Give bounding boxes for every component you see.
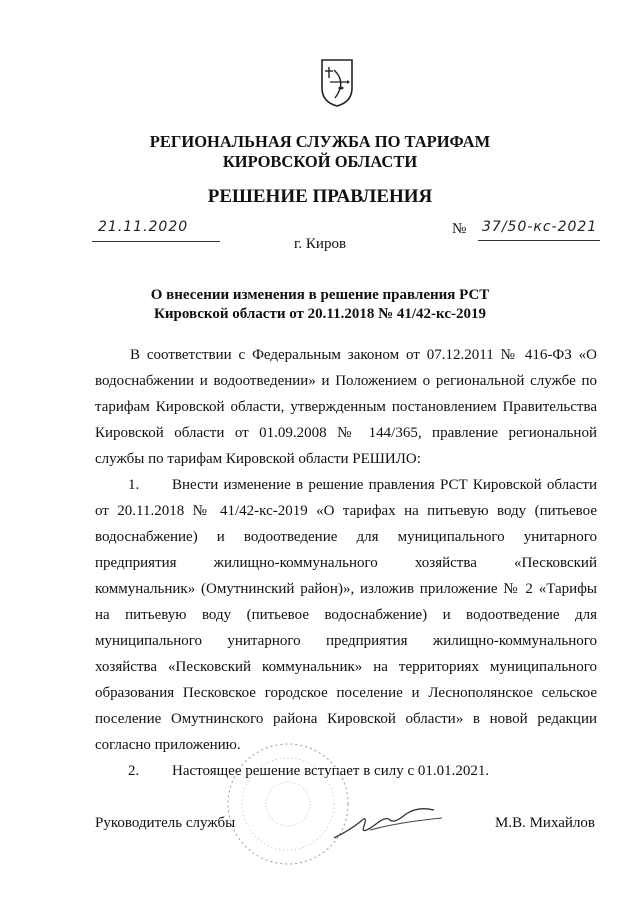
kirov-coat-of-arms-icon <box>320 58 354 108</box>
handwritten-number: 37/50-кс-2021 <box>482 219 598 235</box>
item-line: водоснабжение) и водоотведение для муниципального унитарного <box>95 529 597 545</box>
item-line: на питьевую воду (питьевое водоснабжение) и водоотведение для <box>95 607 597 623</box>
document-title: РЕШЕНИЕ ПРАВЛЕНИЯ <box>207 186 433 207</box>
item-line: муниципального унитарного предприятия жилищно-коммунального <box>95 633 597 649</box>
item-number: 2. <box>128 763 140 779</box>
signatory-position: Руководитель службы <box>95 815 236 831</box>
item-line: хозяйства «Песковский коммунальник» на территориях муниципального <box>95 659 597 675</box>
subject-line1: О внесении изменения в решение правления РСТ <box>150 287 490 303</box>
subject-line2: Кировской области от 20.11.2018 № 41/42-кс-2019 <box>154 306 486 322</box>
item-line: от 20.11.2018 № 41/42-кс-2019 «О тарифах на питьевую воду (питьевое <box>95 503 597 519</box>
preamble-line: В соответствии с Федеральным законом от 07.12.2011 № 416-ФЗ «О <box>130 347 597 363</box>
organization-name-line1: РЕГИОНАЛЬНАЯ СЛУЖБА ПО ТАРИФАМ <box>149 132 491 151</box>
item-line: предприятия жилищно-коммунального хозяйства «Песковский <box>95 555 597 571</box>
item-line: Внести изменение в решение правления РСТ Кировской области <box>172 477 597 493</box>
item-line: Настоящее решение вступает в силу с 01.01.2021. <box>172 763 490 779</box>
preamble-line: тарифам Кировской области, утвержденным постановлением Правительства <box>95 399 597 415</box>
city: г. Киров <box>293 236 347 252</box>
organization-name-line2: КИРОВСКОЙ ОБЛАСТИ <box>222 152 418 171</box>
preamble-line: службы по тарифам Кировской области РЕШИЛО: <box>95 451 421 467</box>
number-sign: № <box>452 221 467 237</box>
item-line: согласно приложению. <box>95 737 241 753</box>
item-number: 1. <box>128 477 140 493</box>
preamble-line: Кировской области от 01.09.2008 № 144/365, правление региональной <box>95 425 597 441</box>
signature-icon <box>330 800 450 844</box>
item-line: поселение Омутнинского района Кировской области» в новой редакции <box>95 711 597 727</box>
handwritten-date: 21.11.2020 <box>98 219 189 235</box>
item-line: коммунальник» (Омутнинский район)», изложив приложение № 2 «Тарифы <box>95 581 597 597</box>
preamble-line: водоснабжении и водоотведении» и Положением о региональной службе по <box>95 373 597 389</box>
item-line: образования Песковское городское поселение и Леснополянское сельское <box>95 685 597 701</box>
signatory-name: М.В. Михайлов <box>495 815 596 831</box>
